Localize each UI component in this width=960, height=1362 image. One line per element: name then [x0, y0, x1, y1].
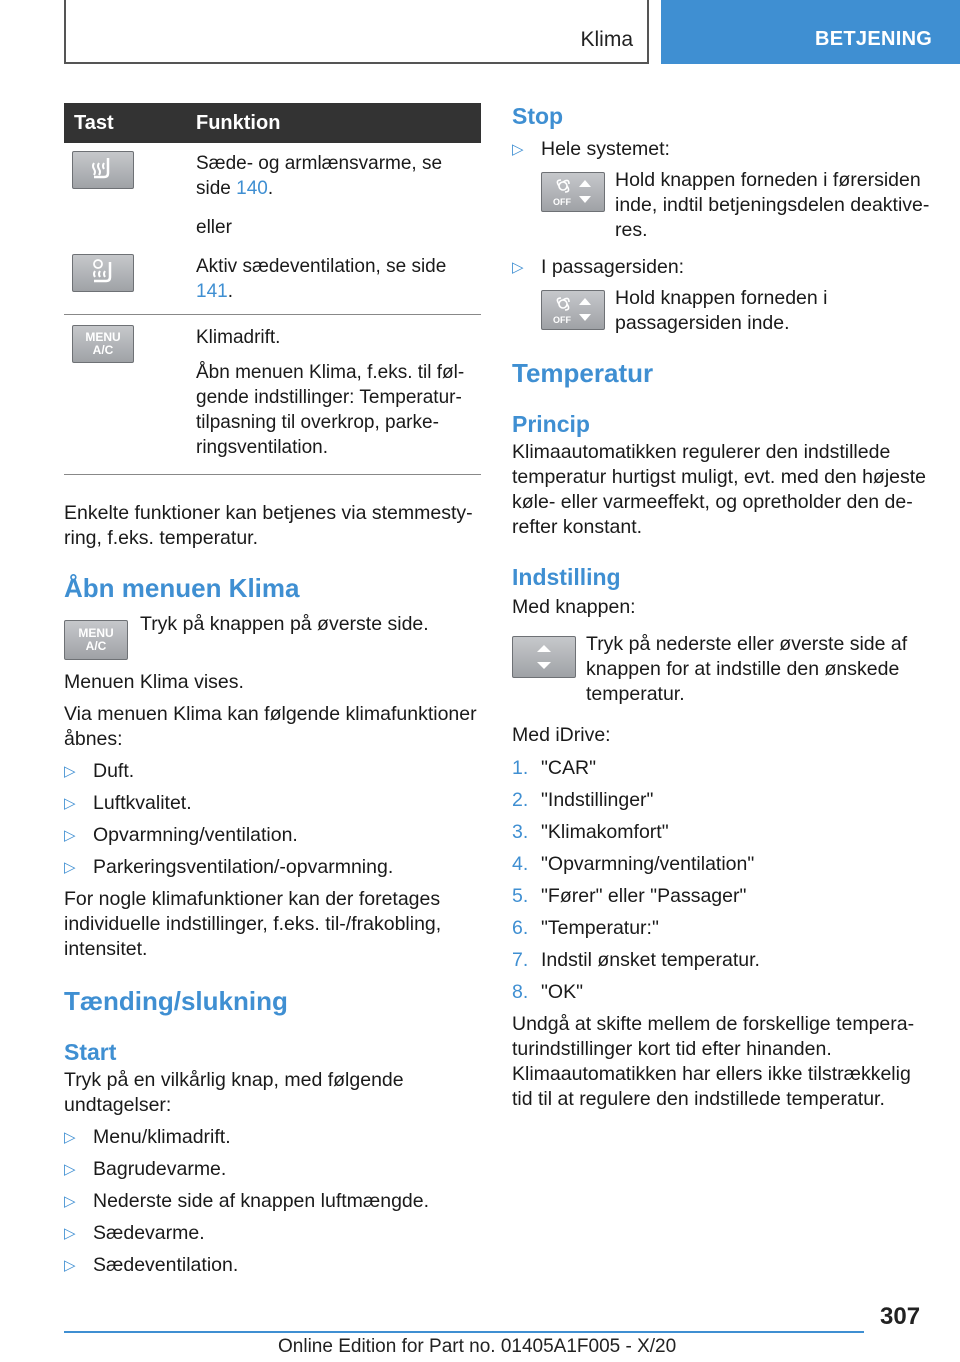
- list-item: ▷ Nederste side af knappen luftmængde.: [64, 1189, 481, 1214]
- header-chapter-tab: [661, 0, 960, 64]
- principle-text: Klimaautomatikken regulerer den indstillede temperatur hurtigst muligt, evt. med den højeste køle- eller varmeeffekt, og opretholder den derefter konstant.: [512, 441, 927, 538]
- list-item: 7. Indstil ønsket temperatur.: [512, 949, 760, 971]
- list-item: ▷ Parkeringsventilation/-opvarmning.: [64, 855, 481, 880]
- page-link-140[interactable]: 140: [236, 178, 268, 199]
- page-number: 307: [880, 1303, 921, 1330]
- list-item: 8. "OK": [512, 981, 584, 1003]
- menu-key-text: Tryk på knappen på øverste side.: [140, 613, 429, 635]
- temperature-rocker-key-icon: [512, 636, 576, 678]
- svg-text:OFF: OFF: [553, 197, 571, 207]
- row-climate-menu-text: Åbn menuen Klima, f.eks. til følgende indstillinger: Temperaturtilpasning til overkrop, parkeringsventilation.: [196, 362, 465, 458]
- table-row: [64, 250, 481, 315]
- seat-heating-icon: [72, 151, 134, 189]
- header-section-title: Klima: [580, 28, 633, 51]
- stop-passenger-text: Hold knappen forneden i passagersiden inde.: [615, 287, 828, 334]
- row-seat-heating-text: Sæde- og armlænsvarme, se side 140.: [196, 153, 443, 199]
- row-seat-ventilation-text: Aktiv sædeventilation, se side 141.: [196, 256, 447, 302]
- temp-key-text: Tryk på nederste eller øverste side af knappen for at indstille den ønskede temperatur.: [586, 633, 908, 705]
- start-exceptions-list: [64, 1125, 481, 1278]
- row-climate-mode-text: Klimadrift.: [196, 327, 281, 348]
- on-off-heading: Tænding/slukning: [64, 986, 288, 1016]
- row-or-text: eller: [196, 217, 232, 238]
- footer-divider: [64, 1331, 864, 1333]
- menu-key-instruction: [64, 613, 481, 660]
- list-item: 5. "Fører" eller "Passager": [512, 885, 747, 907]
- temperature-heading: Temperatur: [512, 358, 654, 388]
- list-item: 3. "Klimakomfort": [512, 821, 669, 843]
- list-item: ▷ Bagrudevarme.: [64, 1157, 481, 1182]
- header-chapter-title: BETJENING: [815, 28, 933, 50]
- table-header-key: Tast: [74, 111, 114, 134]
- start-heading: Start: [64, 1039, 117, 1065]
- list-item: ▷ Luftkvalitet.: [64, 791, 481, 816]
- closing-note-text: Undgå at skifte mellem de forskellige temperaturindstillinger kort tid efter hinanden. Klimaautomatikken har ellers ikke tilstrækkelig tid til at regulere den indstillede temperatur.: [512, 1013, 915, 1110]
- climate-functions-list: [64, 759, 481, 880]
- menu-via-text: Via menuen Klima kan følgende klimafunktioner åbnes:: [64, 703, 477, 750]
- list-item: 2. "Indstillinger": [512, 789, 654, 811]
- list-item: ▷ Sædeventilation.: [64, 1253, 481, 1278]
- voice-control-text: Enkelte funktioner kan betjenes via stemmestyring, f.eks. temperatur.: [64, 502, 473, 549]
- with-button-text: Med knappen:: [512, 596, 636, 618]
- menu-ac-key-icon: MENU A/C: [72, 325, 134, 363]
- principle-heading: Princip: [512, 411, 590, 437]
- table-row: [64, 143, 481, 250]
- list-item: ▷ Sædevarme.: [64, 1221, 481, 1246]
- list-item: ▷ Opvarmning/ventilation.: [64, 823, 481, 848]
- list-item: 1. "CAR": [512, 757, 597, 779]
- open-climate-menu-heading: Åbn menuen Klima: [64, 573, 300, 603]
- with-idrive-text: Med iDrive:: [512, 724, 611, 746]
- list-item: ▷ Menu/klimadrift.: [64, 1125, 481, 1150]
- individual-settings-text: For nogle klimafunktioner kan der foretages individuelle indstillinger, f.eks. til-/frakobling, intensitet.: [64, 888, 442, 960]
- page-link-141[interactable]: 141: [196, 281, 228, 302]
- stop-driver-text: Hold knappen forneden i førersiden inde, indtil betjeningsdelen deaktiveres.: [615, 169, 930, 241]
- right-column: [512, 103, 930, 1112]
- idrive-steps-list: [512, 756, 930, 1005]
- table-row: [64, 315, 481, 475]
- table-header-function: Funktion: [196, 111, 281, 134]
- header-frame: [64, 0, 649, 64]
- list-item: ▷ Hele systemet: OFF Hold knappen forneden i førersiden inde, indtil betjeningsdelen deaktiveres.: [512, 137, 930, 243]
- menu-shown-text: Menuen Klima vises.: [64, 671, 244, 693]
- start-text: Tryk på en vilkårlig knap, med følgende undtagelser:: [64, 1069, 404, 1116]
- list-item: 4. "Opvarmning/ventilation": [512, 853, 755, 875]
- svg-text:OFF: OFF: [553, 315, 571, 325]
- stop-heading: Stop: [512, 103, 564, 129]
- seat-ventilation-icon: [72, 254, 134, 292]
- temp-key-instruction: [512, 632, 930, 707]
- menu-ac-key-icon: MENU A/C: [64, 620, 128, 660]
- fan-off-key-icon: [541, 172, 605, 212]
- table-header: [64, 103, 481, 143]
- stop-list: [512, 137, 930, 336]
- left-column: [64, 103, 481, 1278]
- fan-off-key-icon: [541, 290, 605, 330]
- list-item: 6. "Temperatur:": [512, 917, 659, 939]
- setting-heading: Indstilling: [512, 564, 621, 590]
- list-item: ▷ Duft.: [64, 759, 481, 784]
- edition-text: Online Edition for Part no. 01405A1F005 - X/20: [278, 1336, 677, 1357]
- list-item: ▷ I passagersiden: OFF Hold knappen forneden i passagersiden inde.: [512, 255, 930, 336]
